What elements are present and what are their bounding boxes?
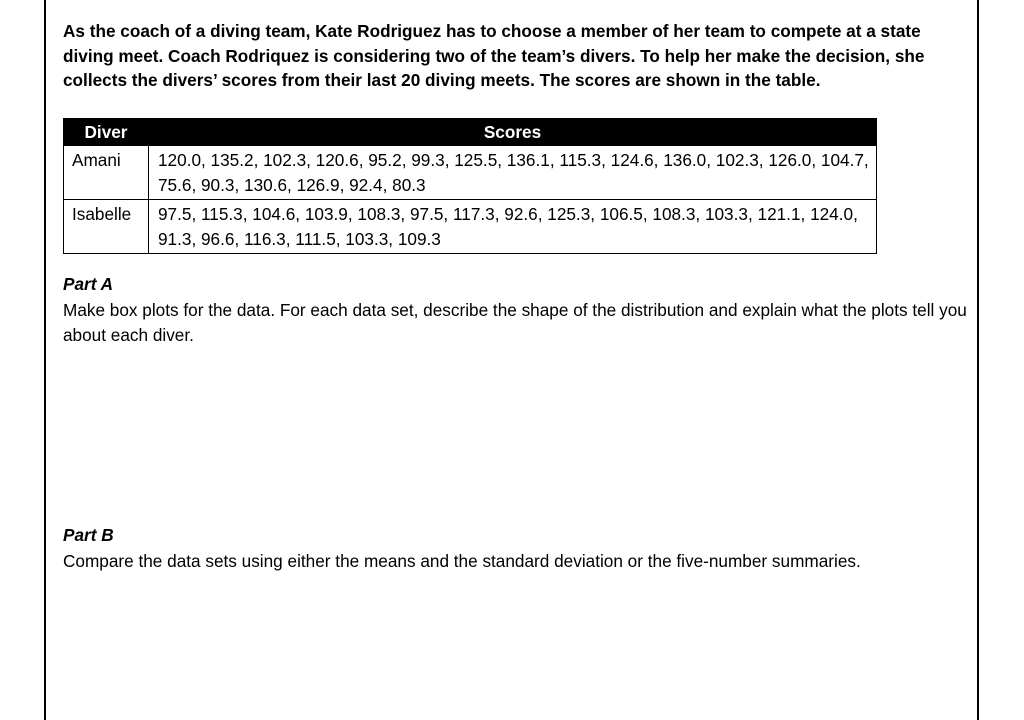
diver-name: Isabelle — [64, 200, 149, 254]
diver-scores: 97.5, 115.3, 104.6, 103.9, 108.3, 97.5, 117.3, 92.6, 125.3, 106.5, 108.3, 103.3, 121.1, 124.0, 91.3, 96.6, 116.3, 111.5, 103.3, 109.3 — [149, 200, 877, 254]
table-row — [64, 146, 877, 200]
header-diver: Diver — [64, 119, 149, 146]
part-a-label: Part A — [63, 274, 113, 294]
table-header-row — [64, 119, 877, 146]
part-a-text: Make box plots for the data. For each data set, describe the shape of the distribution and explain what the plots tell you about each diver. — [63, 300, 967, 345]
worksheet-page — [44, 0, 979, 720]
header-scores: Scores — [149, 119, 877, 146]
part-b-label: Part B — [63, 525, 114, 545]
scores-table — [63, 118, 877, 254]
diver-scores: 120.0, 135.2, 102.3, 120.6, 95.2, 99.3, 125.5, 136.1, 115.3, 124.6, 136.0, 102.3, 126.0, 104.7, 75.6, 90.3, 130.6, 126.9, 92.4, 80.3 — [149, 146, 877, 200]
diver-name: Amani — [64, 146, 149, 200]
table-row — [64, 200, 877, 254]
part-b-text: Compare the data sets using either the means and the standard deviation or the five-number summaries. — [63, 551, 861, 571]
problem-intro: As the coach of a diving team, Kate Rodriguez has to choose a member of her team to compete at a state diving meet. Coach Rodriquez is considering two of the team’s divers. To help her make the decision, she collects the divers’ scores from their last 20 diving meets. The scores are shown in the table. — [63, 21, 925, 90]
